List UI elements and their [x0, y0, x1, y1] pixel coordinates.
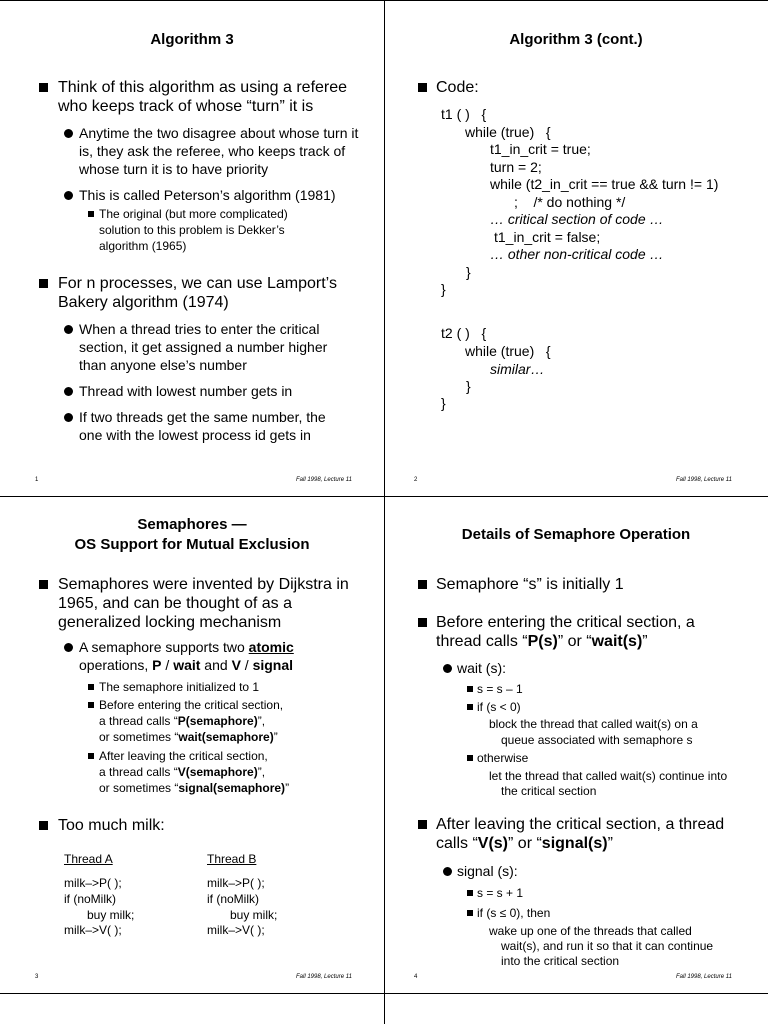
code-line: }: [466, 378, 471, 394]
slide-3: [0, 497, 384, 993]
round-bullet-icon: [64, 413, 73, 422]
bullet-line: [436, 632, 756, 651]
text-run: /: [240, 657, 253, 673]
sub-sub-bullet-text: otherwise: [477, 751, 529, 765]
small-square-bullet-icon: [467, 755, 473, 761]
bullet-line: After leaving the critical section, a thread: [436, 816, 725, 833]
detail-line: wake up one of the threads that called: [489, 924, 692, 938]
slide-title-line-1: Semaphores —: [137, 516, 247, 533]
emphasis-wait: wait: [173, 657, 201, 673]
slide-title-line-2: OS Support for Mutual Exclusion: [74, 536, 310, 553]
emphasis-p-semaphore: P(semaphore): [177, 714, 258, 728]
code-line: t1_in_crit = true;: [490, 141, 591, 157]
text-run: ”: [607, 835, 613, 852]
text-run: and: [200, 657, 232, 673]
bullet-text: Too much milk:: [58, 817, 165, 834]
detail-line: block the thread that called wait(s) on a: [489, 717, 698, 731]
thread-b-code-line: if (noMilk): [207, 892, 260, 906]
small-square-bullet-icon: [467, 704, 473, 710]
text-run: a thread calls “: [99, 714, 178, 728]
round-bullet-icon: [443, 664, 452, 673]
detail-line: the critical section: [501, 784, 597, 798]
text-run: A semaphore supports two: [79, 639, 249, 655]
emphasis-wait-semaphore: wait(semaphore): [178, 730, 274, 744]
code-line: t1_in_crit = false;: [494, 229, 601, 245]
emphasis-atomic: atomic: [248, 639, 294, 655]
small-square-bullet-icon: [88, 753, 94, 759]
text-run: thread calls “: [436, 633, 528, 650]
sub-bullet-text: When a thread tries to enter the critical section, it get assigned a number higher than anyone else’s number: [79, 321, 328, 373]
code-line: ; /* do nothing */: [514, 194, 626, 210]
square-bullet-icon: [418, 618, 427, 627]
text-run: ”,: [257, 714, 266, 728]
sub-sub-bullet-text: if (s ≤ 0), then: [477, 906, 551, 920]
square-bullet-icon: [39, 580, 48, 589]
sub-sub-bullet-text: The original (but more complicated) solution to this problem is Dekker’s algorithm (1965): [99, 207, 288, 253]
slide-number: 4: [414, 974, 418, 980]
emphasis-signal-semaphore: signal(semaphore): [178, 781, 286, 795]
emphasis-v: V: [231, 657, 241, 673]
square-bullet-icon: [418, 580, 427, 589]
text-run: ” or “: [557, 633, 592, 650]
sub-bullet-line-1: [79, 638, 369, 656]
sub-bullet-line-2: [79, 656, 369, 674]
slide-number: 3: [35, 974, 39, 980]
text-run: operations,: [79, 657, 153, 673]
thread-a-code-line: milk–>P( );: [64, 876, 122, 890]
sub-sub-bullet-line: Before entering the critical section,: [99, 698, 284, 712]
small-square-bullet-icon: [88, 211, 94, 217]
slide-title: Algorithm 3: [150, 31, 234, 48]
text-run: ”: [273, 730, 278, 744]
small-square-bullet-icon: [88, 684, 94, 690]
text-run: /: [161, 657, 174, 673]
slide-title: Details of Semaphore Operation: [461, 526, 691, 543]
small-square-bullet-icon: [467, 890, 473, 896]
sub-sub-bullet-text: s = s – 1: [477, 682, 523, 696]
code-line: while (t2_in_crit == true && turn != 1): [490, 176, 719, 192]
text-run: a thread calls “: [99, 765, 178, 779]
slide-title: Algorithm 3 (cont.): [509, 31, 643, 48]
small-square-bullet-icon: [467, 910, 473, 916]
emphasis-p-s: P(s): [527, 633, 558, 650]
small-square-bullet-icon: [88, 702, 94, 708]
sub-sub-bullet-line: [99, 713, 265, 729]
square-bullet-icon: [39, 279, 48, 288]
slide-1: [0, 0, 384, 496]
bullet-text: Semaphore “s” is initially 1: [436, 576, 624, 593]
emphasis-p: P: [152, 657, 162, 673]
thread-a-heading: Thread A: [64, 852, 113, 866]
code-line: }: [441, 281, 446, 297]
thread-a-code-line: milk–>V( );: [64, 923, 122, 937]
detail-line: let the thread that called wait(s) continue into: [489, 769, 728, 783]
bullet-line: [436, 834, 756, 853]
code-line: while (true) {: [465, 343, 551, 359]
sub-sub-bullet-line: [99, 780, 289, 796]
bullet-text: Code:: [436, 79, 479, 96]
square-bullet-icon: [39, 821, 48, 830]
emphasis-v-semaphore: V(semaphore): [177, 765, 258, 779]
thread-b-heading: Thread B: [207, 852, 257, 866]
slide-4: [384, 497, 768, 993]
sub-bullet-text: wait (s):: [457, 660, 506, 676]
bullet-text: Semaphores were invented by Dijkstra in 1965, and can be thought of as a generalized locking mechanism: [58, 576, 349, 631]
sub-bullet-text: signal (s):: [457, 863, 518, 879]
row-divider-2: [0, 993, 768, 994]
emphasis-signal: signal: [252, 657, 294, 673]
code-line: }: [441, 395, 446, 411]
square-bullet-icon: [418, 820, 427, 829]
emphasis-wait-s: wait(s): [591, 633, 643, 650]
text-run: ”,: [257, 765, 266, 779]
slide-footer: Fall 1998, Lecture 11: [676, 974, 732, 980]
sub-bullet-text: This is called Peterson’s algorithm (1981): [79, 187, 336, 203]
code-line: }: [466, 264, 471, 280]
code-line: t2 ( ) {: [441, 325, 487, 341]
sub-sub-bullet-text: if (s < 0): [477, 700, 521, 714]
code-line: … critical section of code …: [490, 211, 664, 227]
square-bullet-icon: [39, 83, 48, 92]
sub-sub-bullet-line: After leaving the critical section,: [99, 749, 268, 763]
code-line: turn = 2;: [490, 159, 542, 175]
slide-number: 2: [414, 477, 418, 483]
detail-line: into the critical section: [501, 954, 620, 968]
emphasis-v-s: V(s): [477, 835, 509, 852]
small-square-bullet-icon: [467, 686, 473, 692]
text-run: calls “: [436, 835, 478, 852]
slide-footer: Fall 1998, Lecture 11: [296, 477, 352, 483]
code-line: while (true) {: [465, 124, 551, 140]
detail-line: wait(s), and run it so that it can continue: [501, 939, 714, 953]
thread-b-code-line: milk–>V( );: [207, 923, 265, 937]
bullet-line: Before entering the critical section, a: [436, 614, 695, 631]
text-run: or sometimes “: [99, 730, 179, 744]
thread-a-code-line: buy milk;: [87, 908, 135, 922]
round-bullet-icon: [443, 867, 452, 876]
code-line: … other non-critical code …: [490, 246, 664, 262]
detail-line: queue associated with semaphore s: [501, 733, 693, 747]
slide-footer: Fall 1998, Lecture 11: [676, 477, 732, 483]
sub-sub-bullet-line: [99, 729, 278, 745]
sub-sub-bullet-line: [99, 764, 265, 780]
code-line: t1 ( ) {: [441, 106, 487, 122]
text-run: ”: [642, 633, 648, 650]
square-bullet-icon: [418, 83, 427, 92]
bullet-text: Think of this algorithm as using a referee who keeps track of whose “turn” it is: [58, 79, 348, 115]
round-bullet-icon: [64, 643, 73, 652]
round-bullet-icon: [64, 325, 73, 334]
bullet-text: For n processes, we can use Lamport’s Bakery algorithm (1974): [58, 275, 337, 311]
sub-sub-bullet-text: s = s + 1: [477, 886, 524, 900]
sub-bullet-text: Anytime the two disagree about whose turn it is, they ask the referee, who keeps track of whose turn it is to have priority: [79, 125, 359, 177]
sub-bullet-text: Thread with lowest number gets in: [79, 383, 293, 399]
code-line: similar…: [490, 361, 545, 377]
round-bullet-icon: [64, 191, 73, 200]
emphasis-signal-s: signal(s): [541, 835, 608, 852]
text-run: ”: [285, 781, 290, 795]
slide-footer: Fall 1998, Lecture 11: [296, 974, 352, 980]
thread-b-code-line: buy milk;: [230, 908, 278, 922]
text-run: or sometimes “: [99, 781, 179, 795]
round-bullet-icon: [64, 387, 73, 396]
thread-b-code-line: milk–>P( );: [207, 876, 265, 890]
round-bullet-icon: [64, 129, 73, 138]
text-run: ” or “: [508, 835, 542, 852]
sub-sub-bullet-text: The semaphore initialized to 1: [99, 680, 260, 694]
sub-bullet-text: If two threads get the same number, the one with the lowest process id gets in: [79, 409, 326, 443]
thread-a-code-line: if (noMilk): [64, 892, 117, 906]
slide-number: 1: [35, 477, 39, 483]
slide-2: [384, 0, 768, 496]
